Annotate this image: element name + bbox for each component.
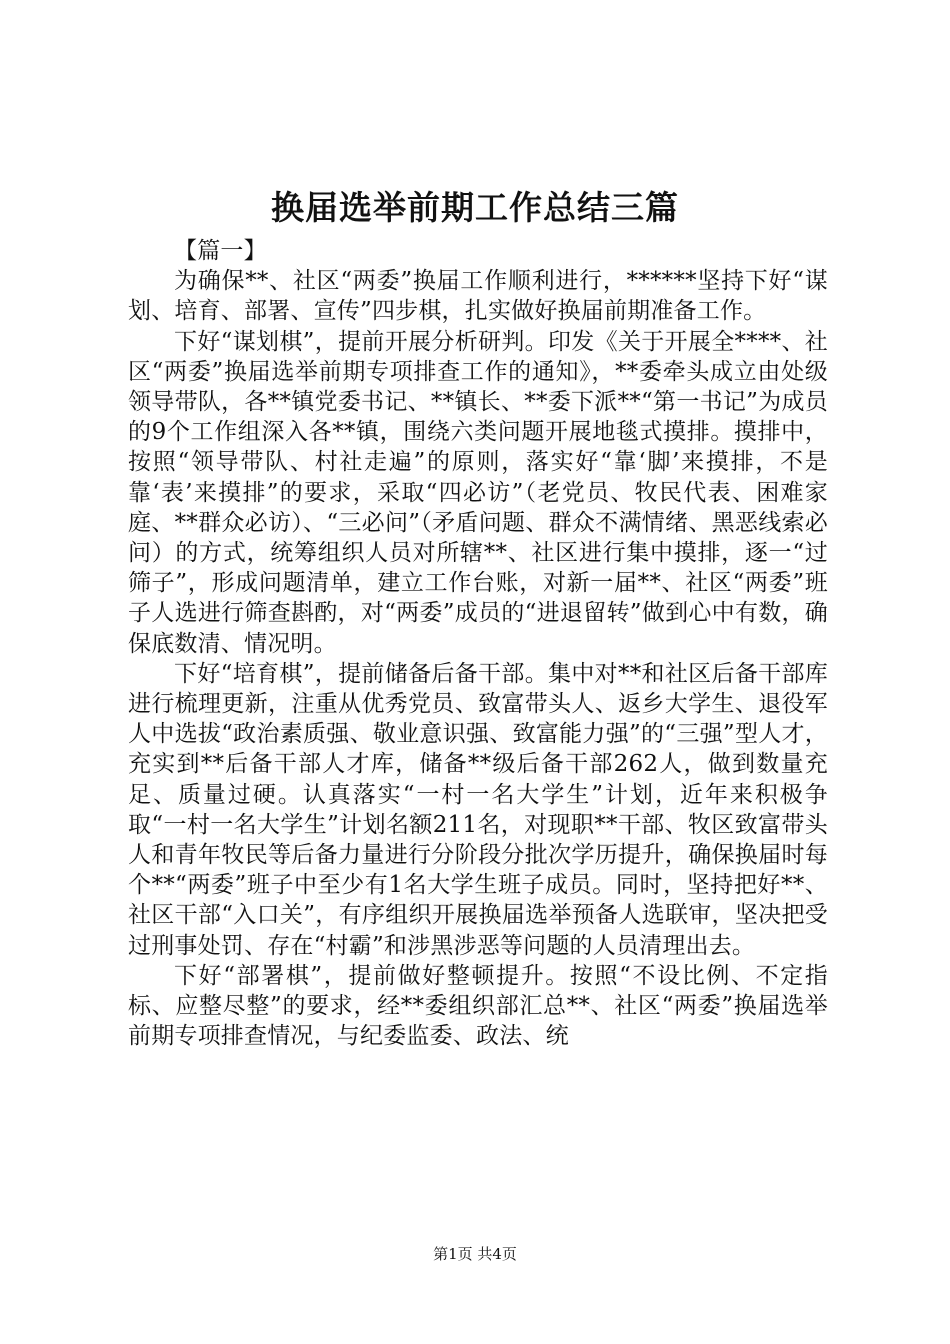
paragraph-intro: 为确保**、社区“两委”换届工作顺利进行，******坚持下好“谋划、培育、部署、宣传”四步棋，扎实做好换届前期准备工作。: [128, 268, 828, 325]
document-body: [128, 236, 828, 1051]
paragraph-planning: 下好“谋划棋”，提前开展分析研判。印发《关于开展全****、社区“两委”换届选举前期专项排查工作的通知》，**委牵头成立由处级领导带队，各**镇党委书记、**镇长、**委下派**“第一书记”为成员的9个工作组深入各**镇，围绕六类问题开展地毯式摸排。摸排中，按照“领导带队、村社走遍”的原则，落实好“靠‘脚’来摸排，不是靠‘表’来摸排”的要求，采取“四必访”（老党员、牧民代表、困难家庭、**群众必访）、“三必问”（矛盾问题、群众不满情绪、黑恶线索必问）的方式，统筹组织人员对所辖**、社区进行集中摸排，逐一“过筛子”，形成问题清单，建立工作台账，对新一届**、社区“两委”班子人选进行筛查斟酌，对“两委”成员的“进退留转”做到心中有数，确保底数清、情况明。: [128, 328, 828, 657]
section-label: 【篇一】: [174, 238, 267, 264]
paragraph-deployment: 下好“部署棋”，提前做好整顿提升。按照“不设比例、不定指标、应整尽整”的要求，经**委组织部汇总**、社区“两委”换届选举前期专项排查情况，与纪委监委、政法、统: [128, 962, 828, 1050]
document-title: 换届选举前期工作总结三篇: [271, 188, 679, 227]
paragraph-cultivation: 下好“培育棋”，提前储备后备干部。集中对**和社区后备干部库进行梳理更新，注重从优秀党员、致富带头人、返乡大学生、退役军人中选拔“政治素质强、敬业意识强、致富能力强”的“三强”型人才，充实到**后备干部人才库，储备**级后备干部262人，做到数量充足、质量过硬。认真落实“一村一名大学生”计划，近年来积极争取“一村一名大学生”计划名额211名，对现职**干部、牧区致富带头人和青年牧民等后备力量进行分阶段分批次学历提升，确保换届时每个**“两委”班子中至少有1名大学生班子成员。同时，坚持把好**、社区干部“入口关”，有序组织开展换届选举预备人选联审，坚决把受过刑事处罚、存在“村霸”和涉黑涉恶等问题的人员清理出去。: [128, 660, 828, 959]
page-footer: 第1页 共4页: [433, 1245, 517, 1263]
